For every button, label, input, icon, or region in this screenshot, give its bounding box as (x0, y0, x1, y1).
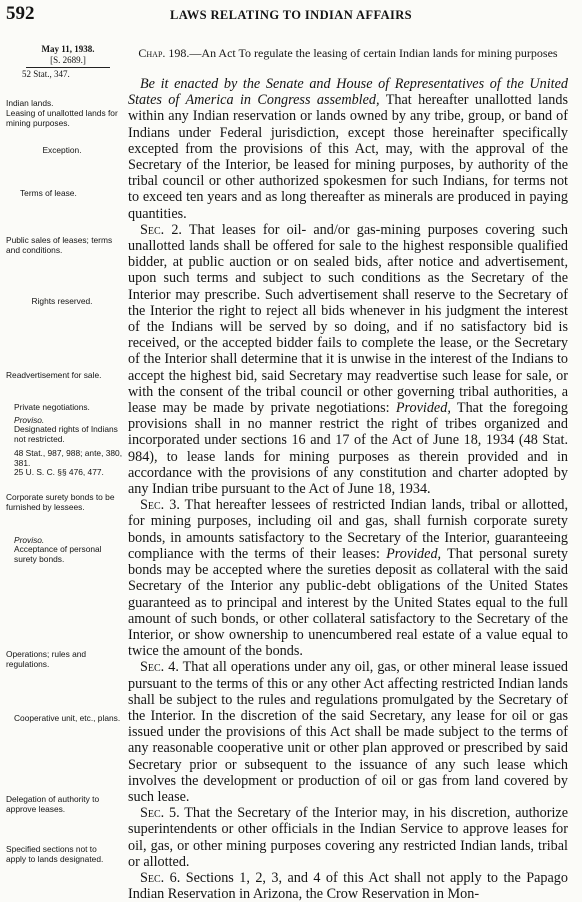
chapter-label: Chap. 198. (138, 46, 190, 60)
section-3-text-b: That personal surety bonds may be accepted where the sureties deposit as collateral with the said Secretary of the Interior any public-debt obligations of the United States guaranteed as to principal and interest by the United States equal to the full amount of such bonds, or other collateral satisfactory to the Secretary of the Interior, or show ownership to unencumbered real estate of a value equal to twice the amount of the bonds. (128, 545, 568, 660)
section-5-label: Sec. 5. (140, 805, 180, 822)
sidenote-stat-refs: 48 Stat., 987, 988; ante, 380, 381. (14, 448, 123, 468)
sidenote-readvertisement: Readvertisement for sale. (6, 370, 102, 380)
section-2-text-b: That the foregoing provisions shall in no manner restrict the right of tribes organized and incorporated under sections 16 and 17 of the Act of June 18, 1934 (48 Stat. 984), to lease lands for mining purposes as therein provided and in accordance with the provisions of any constitution and charter adopted by any Indian tribe pursuant to the Act of June 18, 1934. (128, 400, 568, 498)
enacting-clause: Be it enacted by the Senate and House of Representatives of the United States of America in Congress assembled, (128, 76, 568, 109)
section-4 (128, 659, 568, 805)
section-6-label: Sec. 6. (140, 869, 181, 886)
sidenote-surety: Corporate surety bonds to be furnished by lessees. (6, 492, 115, 512)
proviso-1-label: Proviso. (14, 415, 45, 425)
sidenote-exception: Exception. (42, 145, 82, 155)
sidenote-indian-lands: Indian lands. (6, 98, 54, 108)
section-3-provided: Provided, (386, 545, 442, 562)
sidenote-terms: Terms of lease. (20, 188, 77, 198)
margin-citation (18, 44, 118, 80)
section-2-label: Sec. 2. (140, 221, 182, 238)
sidenote-acceptance: Acceptance of personal surety bonds. (14, 544, 102, 564)
sidenote-private: Private negotiations. (14, 402, 90, 412)
sidenote-cooperative: Cooperative unit, etc., plans. (14, 713, 121, 723)
section-2-text-a: That leases for oil- and/or gas-mining purposes covering such unallotted lands shall be offered for sale to the highest responsible qualified bidder, at public auction or on sealed bids, after notice and advertisement, upon such terms and subject to such conditions as the Secretary of the Interior may prescribe. Such advertisement shall reserve to the Secretary of the Interior the right to reject all bids whenever in his judgment the interest of the Indians will be served by so doing, and if no satisfactory bid is received, or the accepted bidder fails to complete the lease, or the Secretary of the Interior shall determine that it is unwise in the interest of the Indians to accept the highest bid, said Secretary may readvertise such lease for sale, or with the consent of the tribal council or other governing tribal authorities, a lease may be made by private negotiations: (128, 221, 568, 417)
section-3-text-a: That hereafter lessees of restricted Indian lands, tribal or allotted, for mining purposes, including oil and gas, shall furnish corporate surety bonds, in amounts satisfactory to the Secretary of the Interior, guaranteeing compliance with the terms of their leases: (128, 497, 569, 562)
sidenote-operations: Operations; rules and regulations. (6, 649, 87, 669)
sidenote-delegation: Delegation of authority to approve leases. (6, 794, 100, 814)
section-6 (128, 870, 568, 902)
section-3 (128, 497, 568, 659)
sidenote-rights: Rights reserved. (31, 296, 93, 306)
section-6-text: Sections 1, 2, 3, and 4 of this Act shall not apply to the Papago Indian Reservation in Arizona, the Crow Reservation in Mon- (128, 869, 568, 902)
section-4-text: That all operations under any oil, gas, or other mineral lease issued pursuant to the terms of this or any other Act affecting restricted Indian lands shall be subject to the rules and regulations promulgated by the Secretary of the Interior. In the discretion of the said Secretary, any lease for oil or gas issued under the provisions of this Act shall be made subject to the terms of any reasonable cooperative unit or other plan approved or prescribed by said Secretary prior or subsequent to the issuance of any such lease which involves the development or production of oil or gas from land covered by such lease. (128, 659, 568, 805)
sidenote-designated: Designated rights of Indians not restricted. (14, 424, 118, 444)
sidenote-specified: Specified sections not to apply to lands designated. (6, 844, 104, 864)
statute-citation: 52 Stat., 347. (22, 69, 70, 79)
sidenote-leasing: Leasing of unallotted lands for mining purposes. (6, 108, 118, 128)
sidenote-public-sales: Public sales of leases; terms and conditions. (6, 235, 113, 255)
page-number: 592 (6, 3, 35, 24)
section-3-label: Sec. 3. (140, 497, 180, 514)
section-2 (128, 222, 568, 497)
section-1-text: That hereafter unallotted lands within any Indian reservation or lands owned by any tribe, group, or band of Indians under Federal jurisdiction, except those hereinafter specifically excepted from the provisions of this Act, may, with the approval of the Secretary of the Interior, be leased for mining purposes, by authority of the tribal council or other authorized spokesmen for such Indians, for terms not to exceed ten years and as long thereafter as minerals are produced in paying quantities. (128, 92, 569, 222)
section-1 (128, 76, 568, 222)
chapter-title: —An Act To regulate the leasing of certain Indian lands for mining purposes (189, 46, 558, 60)
proviso-2-label: Proviso. (14, 535, 45, 545)
section-4-label: Sec. 4. (140, 659, 179, 676)
chapter-heading (128, 46, 568, 60)
bill-number: [S. 2689.] (50, 55, 86, 65)
section-2-provided: Provided, (395, 400, 451, 417)
sidenote-usc: 25 U. S. C. §§ 476, 477. (14, 467, 104, 477)
section-5 (128, 805, 568, 870)
citation-rule (26, 67, 110, 68)
page-header (0, 0, 582, 30)
act-body (128, 76, 568, 902)
act-date: May 11, 1938. (41, 44, 95, 54)
section-5-text: That the Secretary of the Interior may, in his discretion, authorize superintendents or other officials in the Indian Service to approve leases for oil, gas, or other mining purposes covering any restricted Indian lands, tribal or allotted. (128, 805, 569, 870)
running-title: LAWS RELATING TO INDIAN AFFAIRS (169, 8, 413, 22)
